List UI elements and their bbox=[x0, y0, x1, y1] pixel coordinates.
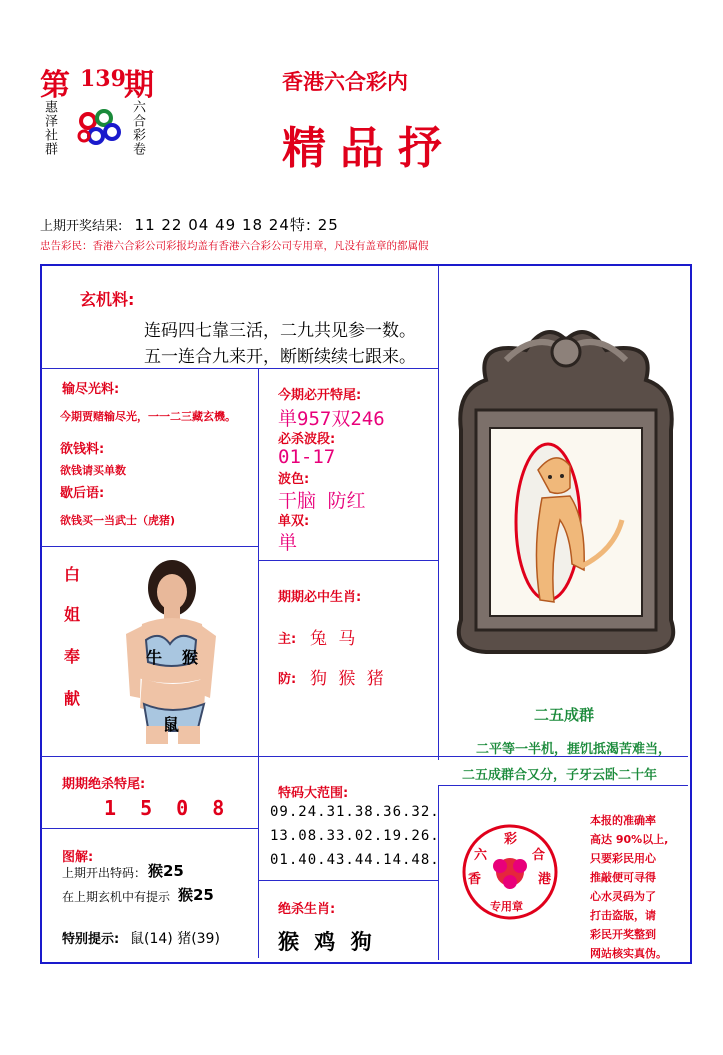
results-label: 上期开奖结果: bbox=[40, 219, 123, 234]
tujie-line1-label: 上期开出特码： bbox=[62, 866, 147, 880]
tujie-line2-label: 在上期玄机中有提示 bbox=[62, 890, 171, 904]
wave-title: 必杀波段: bbox=[278, 432, 336, 447]
xiehouyu-text: 欲钱买一当武士（虎猪) bbox=[60, 514, 176, 527]
shengxiao-main-label: 主: bbox=[278, 632, 297, 647]
lottery-name-vertical: 六合彩卷 bbox=[130, 100, 145, 156]
special-label: 特别提示: bbox=[62, 932, 120, 947]
divider bbox=[41, 546, 258, 547]
tujie-title: 图解: bbox=[62, 850, 94, 865]
tujie-line2-value: 猴25 bbox=[178, 886, 214, 904]
zodiac-tag: 牛 bbox=[146, 648, 163, 667]
shengxiao-main-value: 兔 马 bbox=[310, 629, 359, 649]
claim-line: 高达 90%以上, bbox=[590, 833, 669, 846]
divider bbox=[258, 880, 438, 881]
stamp-char: 香 bbox=[468, 872, 482, 887]
special-value: 鼠(14) 猪(39) bbox=[130, 931, 220, 947]
xiehouyu-title: 歇后语: bbox=[60, 486, 105, 501]
side-char: 白 bbox=[64, 565, 81, 584]
divider bbox=[438, 266, 439, 760]
stamp-char: 彩 bbox=[504, 832, 518, 847]
stamp-char: 合 bbox=[532, 848, 546, 863]
results-line bbox=[40, 214, 339, 235]
lunjin-text: 今期贾赌输尽光，一一二三藏玄機。 bbox=[60, 410, 236, 423]
jueshawei-title: 期期绝杀特尾: bbox=[62, 777, 146, 792]
yuqian-title: 欲钱料: bbox=[60, 442, 105, 457]
oddeven-title: 单双: bbox=[278, 514, 310, 529]
stamp-char: 六 bbox=[474, 848, 488, 863]
side-char: 奉 bbox=[64, 647, 81, 666]
mirror-picture bbox=[446, 320, 686, 660]
fanwei-row: 09.24.31.38.36.32. bbox=[270, 804, 440, 820]
fanwei-row: 13.08.33.02.19.26. bbox=[270, 828, 440, 844]
poem-line1: 二平等一半机，捱饥抵渴苦难当， bbox=[476, 742, 672, 757]
shengxiao-fang-value: 狗 猴 猪 bbox=[310, 669, 387, 689]
lunjin-title: 输尽光料: bbox=[62, 382, 120, 397]
stamp-char: 专用章 bbox=[490, 900, 523, 913]
xuanji-title: 玄机料: bbox=[80, 290, 135, 309]
divider bbox=[258, 560, 438, 561]
issue-number: 139 bbox=[80, 66, 126, 92]
club-name-vertical: 惠泽社群 bbox=[42, 100, 57, 156]
divider bbox=[41, 828, 258, 829]
issue-di: 第 bbox=[40, 68, 70, 103]
jueshawei-value: 1 5 0 8 bbox=[104, 796, 231, 820]
wave-value: 01-17 bbox=[278, 446, 336, 468]
divider bbox=[438, 785, 688, 786]
title-main: 精品抒 bbox=[282, 123, 456, 174]
tail-value: 単957双246 bbox=[278, 408, 385, 430]
yuqian-text: 欲钱请买单数 bbox=[60, 464, 126, 477]
mirror-caption: 二五成群 bbox=[534, 706, 595, 724]
shengxiao-fang-label: 防: bbox=[278, 672, 297, 687]
results-numbers: 11 22 04 49 18 24特: 25 bbox=[134, 216, 339, 234]
xuanji-line1: 连码四七靠三活，二九共见参一数。 bbox=[144, 321, 416, 341]
issue-qi: 期 bbox=[124, 68, 154, 103]
claim-line: 网站核实真伪。 bbox=[590, 947, 667, 960]
shengxiao-title: 期期必中生肖: bbox=[278, 590, 362, 605]
fanwei-title: 特码大范围: bbox=[278, 786, 349, 801]
zodiac-tag: 鼠 bbox=[163, 715, 180, 734]
claim-line: 推敲便可寻得 bbox=[590, 871, 656, 884]
jueshashengxiao-value: 猴 鸡 狗 bbox=[278, 930, 376, 954]
issue-header bbox=[40, 60, 170, 103]
claim-line: 打击盗版，请 bbox=[590, 909, 656, 922]
oddeven-value: 単 bbox=[278, 532, 298, 554]
tail-title: 今期必开特尾: bbox=[278, 388, 362, 403]
stamp-char: 港 bbox=[538, 872, 552, 887]
title-top: 香港六合彩内 bbox=[282, 69, 408, 94]
claim-line: 心水灵码为了 bbox=[590, 890, 656, 903]
rings-logo bbox=[76, 108, 122, 148]
claim-line: 彩民开奖整到 bbox=[590, 928, 656, 941]
claim-line: 只要彩民用心 bbox=[590, 852, 656, 865]
notice-text: 忠告彩民：香港六合彩公司彩报均盖有香港六合彩公司专用章，凡没有盖章的都属假 bbox=[40, 240, 429, 252]
claims-block bbox=[590, 812, 690, 964]
side-char: 姐 bbox=[64, 605, 81, 624]
divider bbox=[258, 368, 259, 958]
poem-line2: 二五成群合又分，子牙云卧二十年 bbox=[462, 768, 658, 783]
side-char: 献 bbox=[64, 689, 81, 708]
color-value: 干脑 防红 bbox=[278, 490, 366, 512]
divider bbox=[41, 368, 438, 369]
fanwei-row: 01.40.43.44.14.48. bbox=[270, 852, 440, 868]
zodiac-tag: 猴 bbox=[182, 648, 199, 667]
jueshashengxiao-title: 绝杀生肖: bbox=[278, 902, 336, 917]
company-stamp bbox=[460, 822, 560, 922]
tujie-line1-value: 猴25 bbox=[148, 862, 184, 880]
color-title: 波色: bbox=[278, 472, 310, 487]
xuanji-line2: 五一连合九来开，断断续续七跟来。 bbox=[144, 347, 416, 367]
claim-line: 本报的准确率 bbox=[590, 814, 656, 827]
